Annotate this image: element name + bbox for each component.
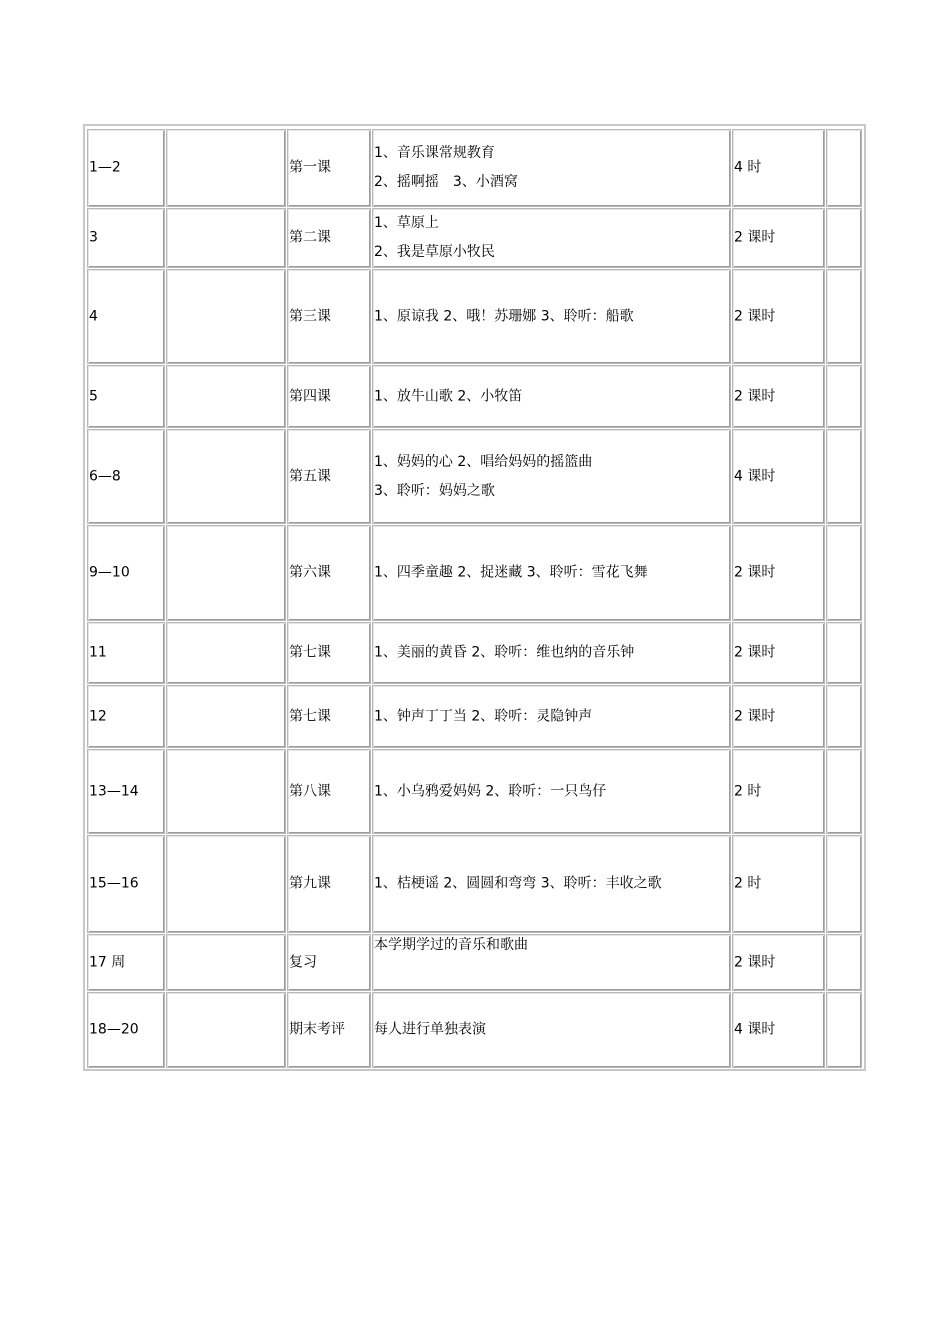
table-row [85,749,864,834]
content-cell: 1、小乌鸦爱妈妈 2、聆听：一只鸟仔 [372,749,731,834]
table-row [85,622,864,684]
empty-cell [826,429,862,524]
lesson-cell: 第九课 [287,835,371,933]
empty-cell [826,365,862,428]
empty-cell [166,525,286,621]
lesson-cell: 第四课 [287,365,371,428]
week-cell: 13—14 [87,749,165,834]
week-cell: 11 [87,622,165,684]
empty-cell [166,934,286,991]
table-row [85,208,864,268]
table-row [85,525,864,621]
week-cell: 18—20 [87,992,165,1068]
empty-cell [166,749,286,834]
week-cell: 12 [87,685,165,748]
empty-cell [166,622,286,684]
week-cell: 17 周 [87,934,165,991]
hours-cell: 4 时 [732,129,825,207]
content-cell: 1、放牛山歌 2、小牧笛 [372,365,731,428]
empty-cell [826,992,862,1068]
table-row [85,934,864,991]
hours-cell: 2 课时 [732,934,825,991]
table-row [85,685,864,748]
hours-cell: 4 课时 [732,429,825,524]
content-cell: 1、妈妈的心 2、唱给妈妈的摇篮曲 3、聆听：妈妈之歌 [372,429,731,524]
empty-cell [826,525,862,621]
table-row [85,429,864,524]
week-cell: 4 [87,269,165,364]
table-row [85,835,864,933]
content-cell: 1、美丽的黄昏 2、聆听：维也纳的音乐钟 [372,622,731,684]
week-cell: 1—2 [87,129,165,207]
lesson-cell: 第一课 [287,129,371,207]
week-cell: 5 [87,365,165,428]
empty-cell [166,992,286,1068]
week-cell: 9—10 [87,525,165,621]
table-row [85,992,864,1068]
empty-cell [166,429,286,524]
lesson-cell: 第三课 [287,269,371,364]
empty-cell [166,269,286,364]
hours-cell: 2 课时 [732,365,825,428]
lesson-cell: 复习 [287,934,371,991]
hours-cell: 4 课时 [732,992,825,1068]
table-row [85,269,864,364]
empty-cell [826,269,862,364]
empty-cell [826,685,862,748]
empty-cell [166,685,286,748]
empty-cell [166,835,286,933]
content-cell: 每人进行单独表演 [372,992,731,1068]
content-cell: 1、原谅我 2、哦！苏珊娜 3、聆听：船歌 [372,269,731,364]
empty-cell [826,622,862,684]
hours-cell: 2 时 [732,835,825,933]
empty-cell [166,365,286,428]
lesson-cell: 期末考评 [287,992,371,1068]
hours-cell: 2 课时 [732,208,825,268]
content-cell: 1、音乐课常规教育 2、摇啊摇 3、小酒窝 [372,129,731,207]
content-cell: 1、四季童趣 2、捉迷藏 3、聆听：雪花飞舞 [372,525,731,621]
lesson-cell: 第七课 [287,685,371,748]
empty-cell [166,208,286,268]
empty-cell [826,749,862,834]
lesson-cell: 第八课 [287,749,371,834]
hours-cell: 2 课时 [732,269,825,364]
schedule-table [83,124,866,1071]
table-row [85,365,864,428]
lesson-cell: 第二课 [287,208,371,268]
week-cell: 15—16 [87,835,165,933]
table-row [85,129,864,207]
empty-cell [826,835,862,933]
lesson-cell: 第五课 [287,429,371,524]
content-cell: 1、钟声丁丁当 2、聆听：灵隐钟声 [372,685,731,748]
content-cell: 本学期学过的音乐和歌曲 [372,934,731,991]
hours-cell: 2 课时 [732,622,825,684]
lesson-cell: 第七课 [287,622,371,684]
lesson-cell: 第六课 [287,525,371,621]
empty-cell [826,934,862,991]
empty-cell [826,208,862,268]
hours-cell: 2 时 [732,749,825,834]
empty-cell [166,129,286,207]
content-cell: 1、桔梗谣 2、圆圆和弯弯 3、聆听：丰收之歌 [372,835,731,933]
week-cell: 6—8 [87,429,165,524]
hours-cell: 2 课时 [732,685,825,748]
week-cell: 3 [87,208,165,268]
content-cell: 1、草原上 2、我是草原小牧民 [372,208,731,268]
empty-cell [826,129,862,207]
hours-cell: 2 课时 [732,525,825,621]
